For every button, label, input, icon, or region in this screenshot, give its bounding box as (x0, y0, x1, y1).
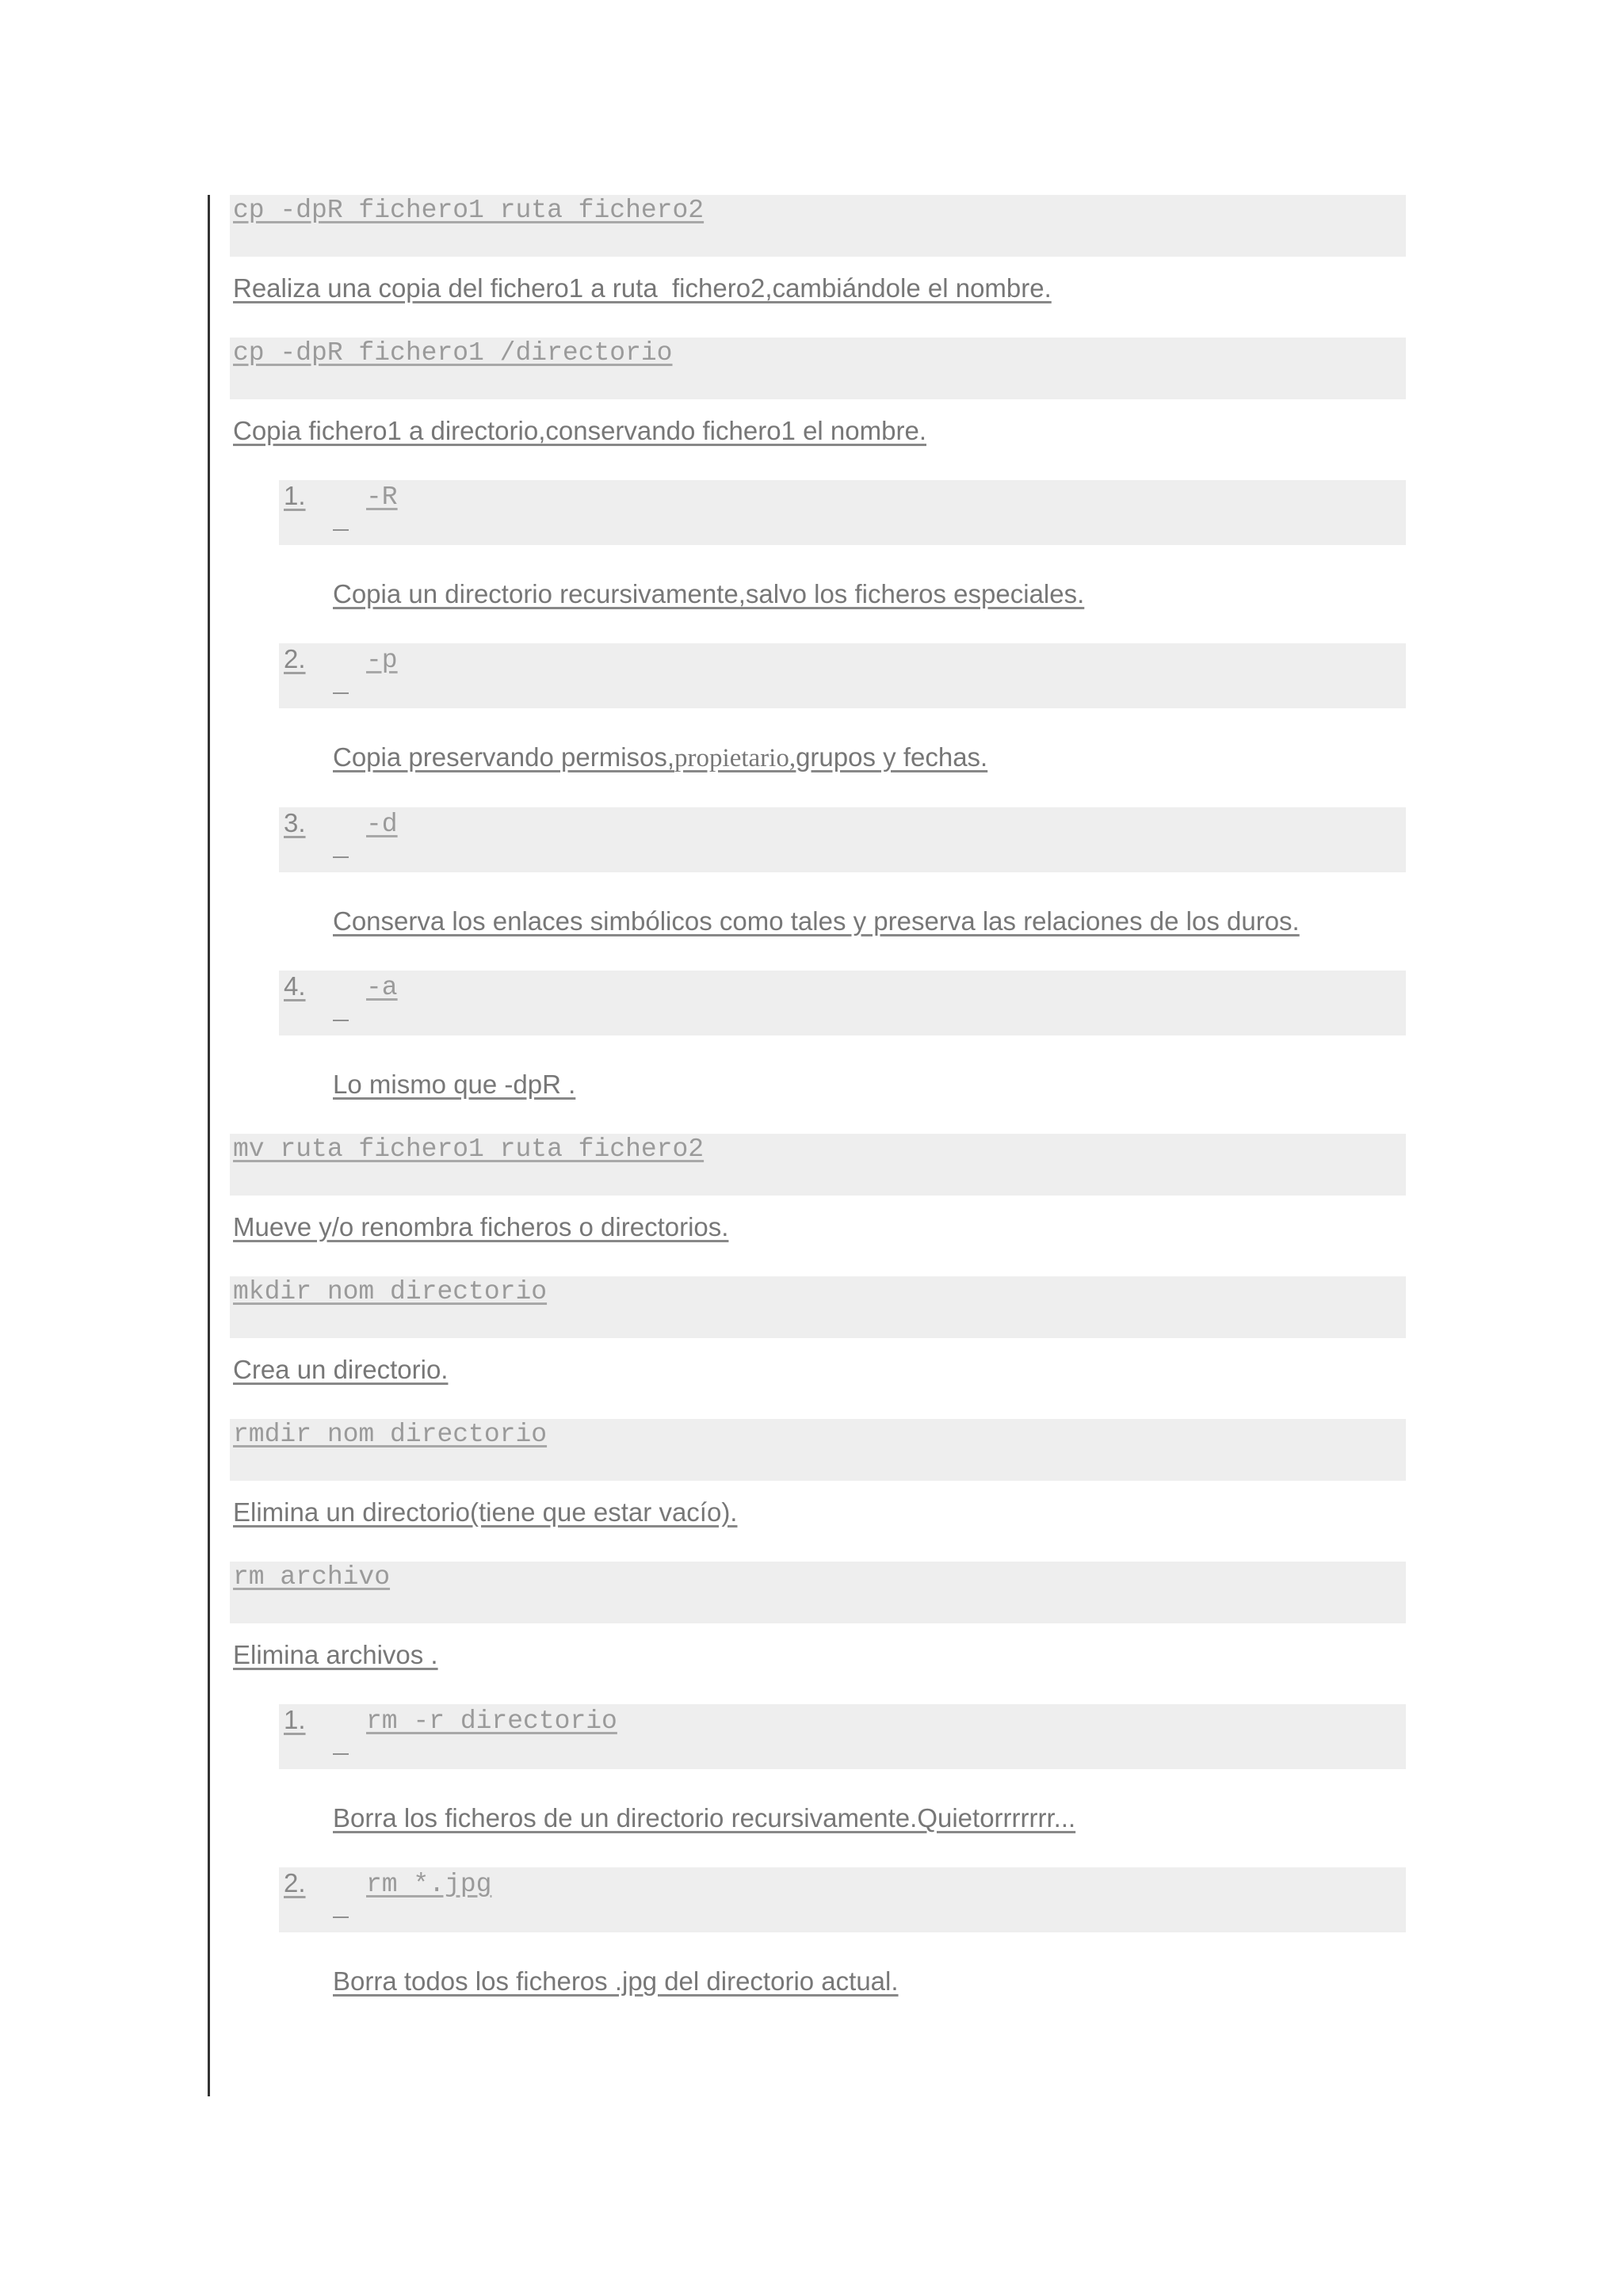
left-margin-rule (208, 195, 210, 2096)
command-text: mkdir nom directorio (233, 1277, 548, 1306)
command-description: Mueve y/o renombra ficheros o directorios. (233, 1212, 729, 1241)
option-number: 1. (284, 481, 306, 510)
option-item (279, 643, 1406, 708)
option-number: 2. (284, 644, 306, 673)
option-flag: -p (366, 646, 398, 675)
document-content (230, 195, 1406, 2031)
code-block (230, 1134, 1406, 1196)
option-number: 4. (284, 971, 306, 1001)
dash-mark (333, 1917, 349, 1918)
option-flag: -R (366, 482, 398, 512)
option-flag: -a (366, 973, 398, 1002)
dash-mark (333, 856, 349, 858)
option-item (279, 480, 1406, 545)
command-description: Copia fichero1 a directorio,conservando fichero1 el nombre. (233, 416, 926, 445)
option-flag: -d (366, 810, 398, 839)
option-description-part: propietario, (674, 744, 796, 772)
command-text: rm archivo (233, 1562, 391, 1592)
option-description: Conserva los enlaces simbólicos como tales y preserva las relaciones de los duros. (333, 906, 1300, 936)
option-command: rm -r directorio (366, 1707, 617, 1736)
option-command: rm *.jpg (366, 1870, 492, 1899)
code-block (230, 195, 1406, 257)
dash-mark (333, 1753, 349, 1755)
option-description-part: Copia preservando permisos, (333, 742, 675, 772)
option-description: Lo mismo que -dpR . (333, 1070, 576, 1099)
command-text: cp -dpR fichero1 ruta fichero2 (233, 196, 705, 225)
command-text: mv ruta fichero1 ruta fichero2 (233, 1135, 705, 1164)
dash-mark (333, 692, 349, 694)
command-description: Elimina archivos . (233, 1640, 438, 1669)
option-list (279, 1704, 1406, 1997)
code-block (230, 338, 1406, 399)
option-item (279, 1867, 1406, 1932)
option-number: 2. (284, 1868, 306, 1897)
code-block (230, 1276, 1406, 1338)
option-description: Borra los ficheros de un directorio recursivamente.Quietorrrrrrr... (333, 1803, 1076, 1833)
option-item (279, 807, 1406, 872)
command-text: cp -dpR fichero1 /directorio (233, 338, 673, 368)
option-description: Borra todos los ficheros .jpg del directorio actual. (333, 1966, 899, 1996)
option-number: 1. (284, 1705, 306, 1734)
command-description: Realiza una copia del fichero1 a ruta fichero2,cambiándole el nombre. (233, 273, 1052, 303)
dash-mark (333, 529, 349, 531)
option-list (279, 480, 1406, 1100)
dash-mark (333, 1020, 349, 1021)
command-description: Elimina un directorio(tiene que estar vacío). (233, 1497, 738, 1527)
code-block (230, 1419, 1406, 1481)
option-description (333, 742, 1406, 774)
option-item (279, 1704, 1406, 1769)
option-number: 3. (284, 808, 306, 837)
option-description: Copia un directorio recursivamente,salvo los ficheros especiales. (333, 579, 1085, 608)
command-description: Crea un directorio. (233, 1355, 449, 1384)
command-text: rmdir nom directorio (233, 1420, 548, 1449)
option-item (279, 971, 1406, 1035)
code-block (230, 1562, 1406, 1623)
option-description-part: grupos y fechas. (796, 742, 988, 772)
